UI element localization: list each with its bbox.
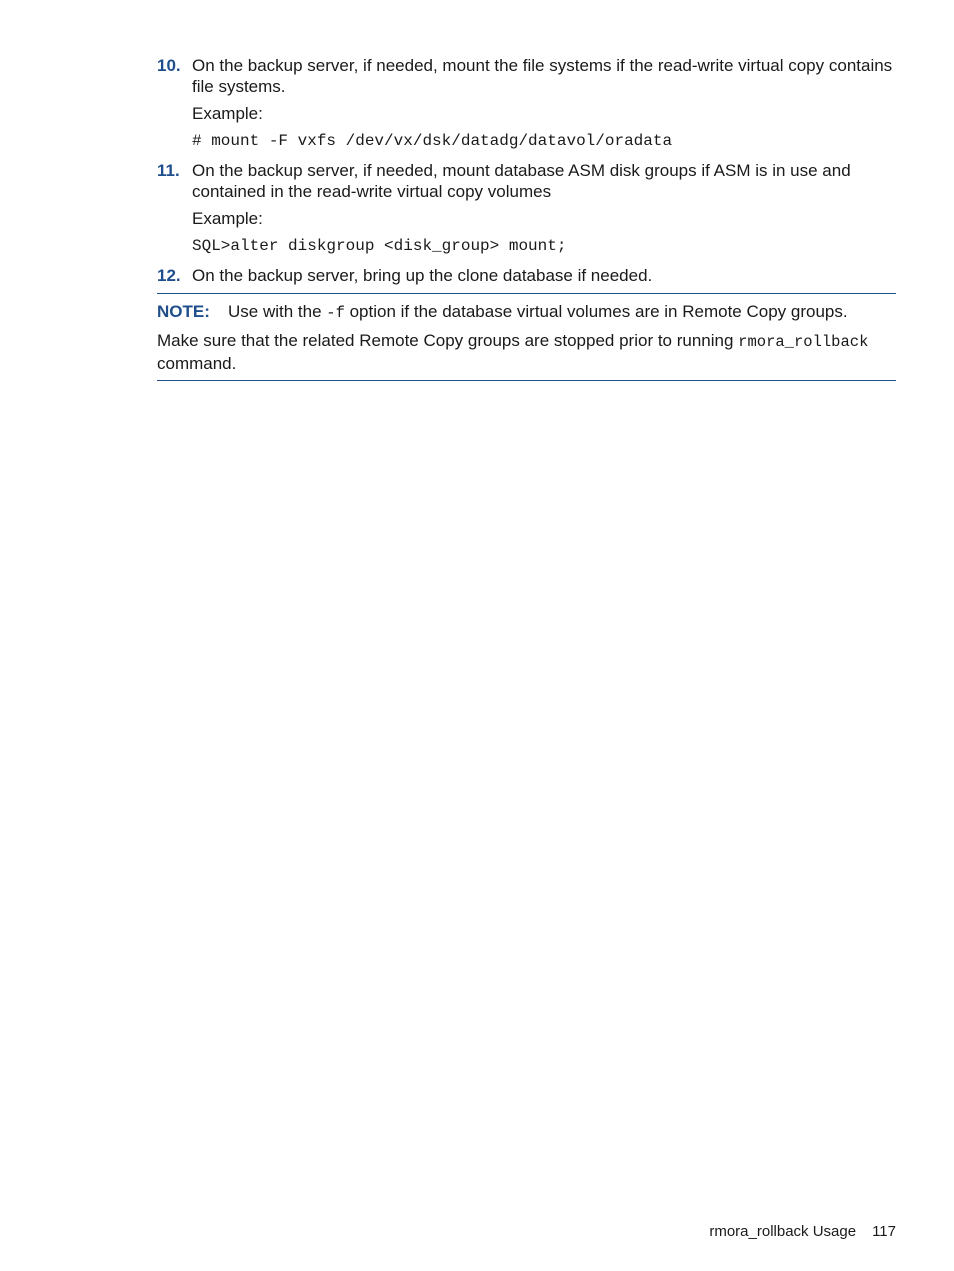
note-line-2 (157, 330, 896, 374)
note-line-1 (157, 301, 896, 324)
example-label: Example: (192, 104, 263, 123)
step-number: 10. (157, 56, 181, 75)
note-text: Use with the (228, 302, 327, 321)
step-number: 12. (157, 266, 181, 285)
step-number: 11. (157, 161, 180, 180)
step-text: On the backup server, if needed, mount the file systems if the read-write virtual copy contains file systems. (192, 56, 893, 96)
footer-section-title: rmora_rollback Usage (709, 1223, 857, 1240)
page-number: 117 (872, 1223, 896, 1240)
step-12 (157, 265, 897, 286)
step-text: On the backup server, if needed, mount database ASM disk groups if ASM is in use and contained in the read-write virtual copy volumes (192, 161, 851, 201)
code-example: SQL>alter diskgroup <disk_group> mount; (192, 237, 567, 255)
step-text: On the backup server, bring up the clone database if needed. (192, 266, 653, 285)
example-label: Example: (192, 209, 263, 228)
step-body (192, 160, 897, 257)
note-text: command. (157, 354, 237, 373)
inline-code-flag: -f (326, 304, 345, 322)
step-body (192, 265, 897, 286)
page-footer (709, 1222, 896, 1242)
step-body (192, 55, 897, 152)
note-box (157, 293, 896, 381)
step-11 (157, 160, 897, 257)
code-example: # mount -F vxfs /dev/vx/dsk/datadg/datavol/oradata (192, 132, 673, 150)
step-10 (157, 55, 897, 152)
note-label: NOTE: (157, 302, 210, 321)
inline-code-command: rmora_rollback (738, 333, 869, 351)
note-text: Make sure that the related Remote Copy groups are stopped prior to running (157, 331, 739, 350)
note-text: option if the database virtual volumes are in Remote Copy groups. (344, 302, 848, 321)
